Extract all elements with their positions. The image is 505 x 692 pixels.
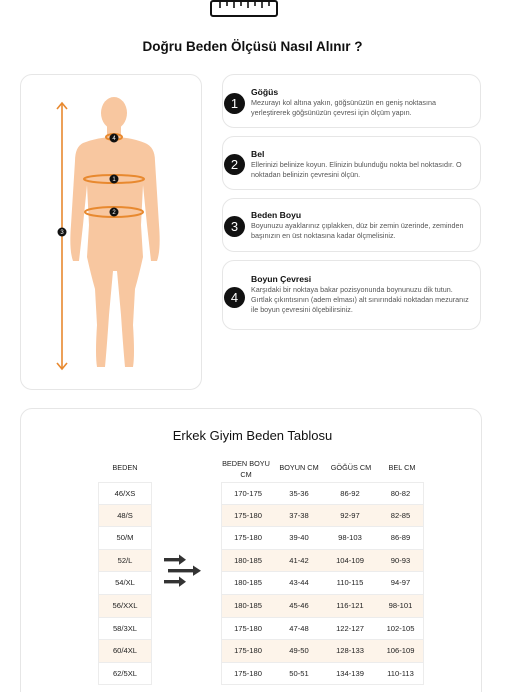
arrows-icon [162,553,206,591]
marker-label: 1 [112,177,116,184]
table-row [221,505,424,528]
header-neck: BOYUN CM [279,463,319,472]
size-cell: 46/XS [114,489,136,498]
size-cell: 50/M [116,533,134,543]
body-figure-card [20,74,202,390]
neck-cell: 47-48 [289,623,309,633]
table-row [221,640,424,663]
size-cell: 56/XXL [112,601,138,610]
waist-cell: 110-113 [387,668,414,678]
size-row [98,527,152,550]
size-row [98,505,152,528]
size-cell: 62/5XL [112,668,138,678]
size-row [98,572,152,595]
chest-cell: 104-109 [336,555,364,565]
neck-cell: 39-40 [289,533,309,543]
marker-label: 2 [112,210,116,217]
size-row [98,663,152,686]
neck-cell: 49-50 [289,646,309,656]
height-cell: 175-180 [234,668,262,678]
chest-cell: 86-92 [340,489,360,498]
step-title: Boyun Çevresi [251,274,312,284]
header-waist: BEL CM [388,463,416,472]
step-title: Göğüs [251,87,279,97]
header-height [218,458,274,480]
step-card-waist [222,136,481,190]
table-row [221,527,424,550]
table-row [221,482,424,505]
height-cell: 175-180 [234,623,262,633]
chest-cell: 92-97 [340,510,360,520]
waist-cell: 80-82 [390,489,411,498]
size-row [98,482,152,505]
marker-label: 3 [60,230,64,237]
step-title: Bel [251,149,265,159]
height-cell: 180-185 [234,578,262,588]
height-cell: 175-180 [234,646,262,656]
step-number-badge: 2 [224,154,245,175]
size-cell: 52/L [117,555,133,565]
waist-cell: 94-97 [390,578,411,588]
neck-cell: 43-44 [289,578,309,588]
chest-cell: 110-115 [336,578,364,588]
size-table-title: Erkek Giyim Beden Tablosu [172,428,333,443]
height-cell: 170-175 [234,489,262,498]
chest-cell: 98-103 [338,533,362,543]
table-row [221,618,424,641]
body-figure-illustration [21,75,203,391]
size-row [98,550,152,573]
table-row [221,572,424,595]
height-cell: 180-185 [234,555,262,565]
height-cell: 175-180 [234,510,262,520]
step-card-chest [222,74,481,128]
step-number-badge: 4 [224,287,245,308]
neck-cell: 50-51 [289,668,309,678]
chest-cell: 122-127 [336,623,364,633]
step-card-height [222,198,481,252]
size-cell: 60/4XL [112,646,138,656]
step-description: Mezurayı kol altına yakın, göğsünüzün en geniş noktasına yerleştirerek göğsünüzün çevresi için ölçüm yapın. [251,98,436,117]
waist-cell: 106-109 [386,646,415,656]
waist-cell: 86-89 [390,533,411,543]
size-row [98,640,152,663]
chest-cell: 128-133 [336,646,364,656]
neck-cell: 41-42 [289,555,309,565]
header-size: BEDEN [112,463,138,472]
chest-cell: 116-121 [336,601,364,610]
step-number-badge: 3 [224,216,245,237]
table-row [221,550,424,573]
height-cell: 180-185 [234,601,262,610]
marker-label: 4 [112,136,116,143]
waist-cell: 82-85 [390,510,411,520]
size-cell: 58/3XL [112,623,138,633]
step-title: Beden Boyu [251,210,302,220]
table-row [221,595,424,618]
header-height-line1: BEDEN BOYU [222,459,270,468]
chest-cell: 134-139 [336,668,364,678]
neck-cell: 35-36 [289,489,309,498]
size-row [98,618,152,641]
size-row [98,595,152,618]
header-height-line2: CM [240,470,252,479]
step-card-neck [222,260,481,330]
table-row [221,663,424,686]
size-cell: 54/XL [115,578,135,588]
waist-cell: 90-93 [390,555,411,565]
neck-cell: 37-38 [289,510,309,520]
header-chest: GÖĞÜS CM [330,463,372,472]
height-cell: 175-180 [234,533,262,543]
step-description: Karşıdaki bir noktaya bakar pozisyonunda boynunuzu dik tutun. Gırtlak çıkıntısının (adem elması) alt sınırındaki noktadan mezuranız ile boyun çevresini ölçebilirsiniz. [251,285,469,314]
step-description: Ellerinizi belinize koyun. Elinizin bulunduğu nokta bel noktasıdır. O noktadan belinizin çevresini ölçün. [251,160,462,179]
neck-cell: 45-46 [289,601,309,610]
page-title: Doğru Beden Ölçüsü Nasıl Alınır ? [142,39,363,54]
step-description: Boyunuzu ayaklarınız çıplakken, düz bir zemin üzerinde, zeminden başınızın en üst noktasına kadar ölçmelisiniz. [251,221,464,240]
waist-cell: 102-105 [386,623,415,633]
step-number-badge: 1 [224,93,245,114]
ruler-icon [210,0,278,18]
waist-cell: 98-101 [388,601,413,610]
size-cell: 48/S [117,510,133,520]
